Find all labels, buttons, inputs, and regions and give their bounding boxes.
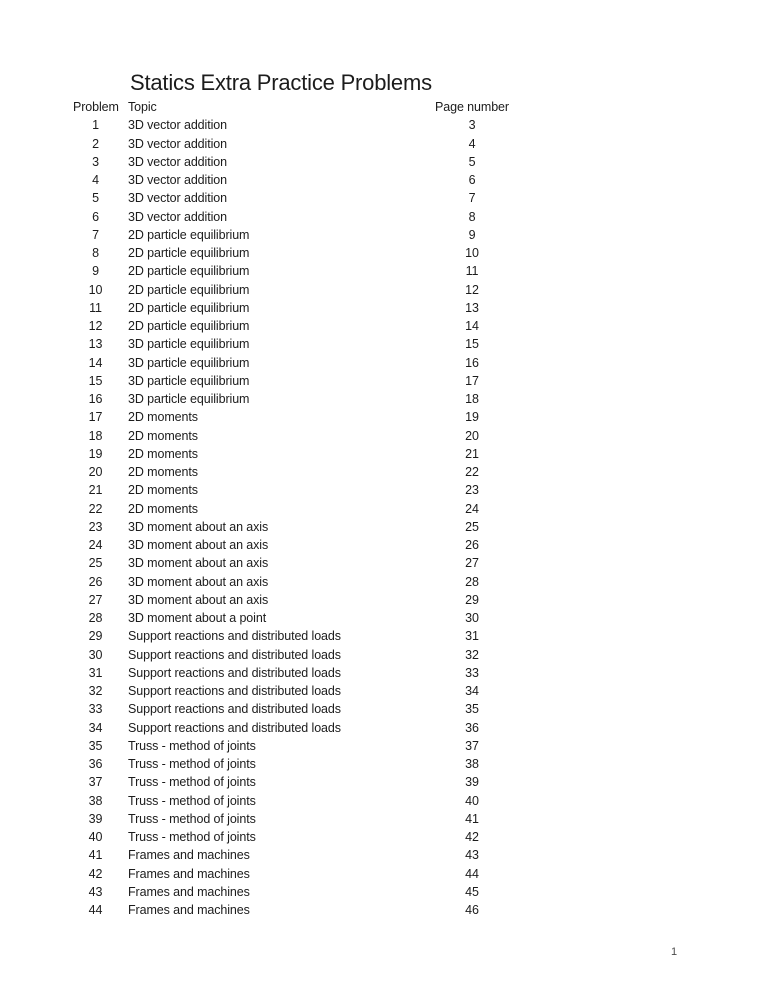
- table-row: [73, 354, 517, 372]
- cell-problem-number: 38: [88, 793, 103, 808]
- cell-problem-number: 17: [88, 410, 103, 425]
- cell-topic: Truss - method of joints: [128, 738, 256, 753]
- table-row: [73, 226, 517, 244]
- cell-problem-number: 24: [88, 538, 103, 552]
- cell-topic: 3D vector addition: [128, 191, 227, 206]
- cell-page-number: 27: [465, 556, 479, 571]
- cell-problem-number: 30: [88, 647, 103, 662]
- cell-problem-number: 25: [88, 556, 103, 571]
- cell-topic: 2D moments: [128, 410, 198, 425]
- column-header-page-number: Page number: [435, 100, 509, 114]
- table-row: [73, 737, 517, 755]
- cell-page-number: 43: [465, 848, 479, 863]
- cell-page-number: 28: [465, 574, 479, 589]
- cell-page-number: 36: [465, 720, 479, 735]
- table-row: [73, 500, 517, 518]
- cell-problem-number: 29: [88, 629, 103, 644]
- table-row: [73, 317, 517, 335]
- table-row: [73, 536, 517, 554]
- table-row: [73, 408, 517, 426]
- cell-problem-number: 20: [88, 465, 103, 479]
- cell-topic: Support reactions and distributed loads: [128, 684, 341, 698]
- cell-problem-number: 31: [88, 665, 103, 680]
- cell-topic: 3D moment about an axis: [128, 556, 269, 571]
- table-row: [73, 153, 517, 171]
- table-row: [73, 481, 517, 499]
- table-row: [73, 335, 517, 353]
- cell-topic: 2D particle equilibrium: [128, 319, 250, 333]
- cell-topic: Truss - method of joints: [128, 830, 256, 844]
- cell-page-number: 40: [465, 793, 479, 808]
- cell-page-number: 26: [465, 538, 479, 552]
- cell-page-number: 34: [465, 684, 479, 698]
- table-row: [73, 883, 517, 901]
- table-row: [73, 189, 517, 207]
- cell-problem-number: 16: [88, 392, 103, 406]
- table-body: [73, 116, 517, 919]
- cell-topic: Support reactions and distributed loads: [128, 647, 341, 662]
- cell-page-number: 11: [465, 264, 479, 279]
- cell-topic: 2D particle equilibrium: [128, 300, 250, 315]
- cell-page-number: 16: [465, 355, 479, 370]
- table-row: [73, 627, 517, 645]
- cell-problem-number: 6: [92, 209, 99, 224]
- cell-page-number: 38: [465, 757, 479, 771]
- page-footer-number: 1: [670, 946, 678, 958]
- table-row: [73, 773, 517, 791]
- cell-page-number: 10: [465, 246, 479, 260]
- cell-page-number: 19: [465, 410, 479, 425]
- cell-problem-number: 5: [92, 191, 99, 206]
- cell-problem-number: 22: [88, 501, 103, 516]
- table-row: [73, 171, 517, 189]
- cell-topic: Frames and machines: [128, 866, 250, 881]
- table-row: [73, 828, 517, 846]
- cell-topic: Truss - method of joints: [128, 775, 256, 790]
- table-row: [73, 609, 517, 627]
- cell-page-number: 24: [465, 501, 479, 516]
- cell-topic: 3D particle equilibrium: [128, 337, 250, 352]
- cell-topic: 2D moments: [128, 446, 198, 461]
- table-row: [73, 262, 517, 280]
- cell-topic: 3D moment about a point: [128, 611, 267, 625]
- table-header-row: [73, 98, 517, 116]
- document-title: Statics Extra Practice Problems: [130, 70, 432, 95]
- cell-problem-number: 26: [88, 574, 103, 589]
- cell-problem-number: 7: [92, 227, 99, 242]
- cell-page-number: 5: [468, 154, 476, 169]
- cell-page-number: 22: [465, 465, 479, 479]
- cell-topic: 3D particle equilibrium: [128, 355, 250, 370]
- table-row: [73, 573, 517, 591]
- cell-problem-number: 15: [88, 373, 103, 388]
- cell-problem-number: 32: [88, 684, 103, 698]
- cell-topic: 3D vector addition: [128, 118, 227, 133]
- cell-problem-number: 1: [92, 118, 99, 133]
- cell-problem-number: 11: [89, 300, 102, 315]
- cell-problem-number: 35: [88, 738, 103, 753]
- table-row: [73, 518, 517, 536]
- cell-page-number: 3: [468, 118, 476, 133]
- cell-problem-number: 40: [88, 830, 103, 844]
- cell-topic: Support reactions and distributed loads: [128, 702, 341, 717]
- cell-problem-number: 13: [88, 337, 103, 352]
- table-row: [73, 700, 517, 718]
- cell-problem-number: 2: [92, 136, 99, 151]
- cell-problem-number: 10: [88, 282, 103, 297]
- table-row: [73, 810, 517, 828]
- cell-problem-number: 8: [92, 246, 99, 260]
- table-row: [73, 554, 517, 572]
- cell-topic: 3D particle equilibrium: [128, 392, 250, 406]
- table-row: [73, 390, 517, 408]
- table-row: [73, 427, 517, 445]
- cell-page-number: 29: [465, 592, 479, 607]
- cell-topic: 2D moments: [128, 483, 198, 498]
- cell-problem-number: 28: [88, 611, 103, 625]
- cell-topic: 3D vector addition: [128, 209, 227, 224]
- cell-topic: 3D moment about an axis: [128, 574, 269, 589]
- cell-page-number: 9: [468, 227, 476, 242]
- cell-page-number: 18: [465, 392, 479, 406]
- cell-problem-number: 19: [88, 446, 103, 461]
- cell-page-number: 12: [465, 282, 479, 297]
- cell-page-number: 32: [465, 647, 479, 662]
- cell-page-number: 44: [465, 866, 479, 881]
- cell-problem-number: 41: [88, 848, 103, 863]
- cell-page-number: 42: [465, 830, 479, 844]
- cell-topic: 3D moment about an axis: [128, 519, 269, 534]
- cell-topic: Support reactions and distributed loads: [128, 720, 341, 735]
- cell-problem-number: 9: [92, 264, 99, 279]
- column-header-topic: Topic: [128, 100, 157, 114]
- table-row: [73, 244, 517, 262]
- column-header-problem: Problem: [73, 100, 119, 114]
- cell-topic: 2D moments: [128, 465, 198, 479]
- cell-page-number: 33: [465, 665, 479, 680]
- cell-problem-number: 27: [88, 592, 103, 607]
- cell-topic: 2D moments: [128, 501, 198, 516]
- cell-topic: Truss - method of joints: [128, 811, 256, 826]
- cell-page-number: 23: [465, 483, 479, 498]
- cell-problem-number: 21: [88, 483, 103, 498]
- cell-page-number: 17: [465, 373, 479, 388]
- cell-page-number: 45: [465, 884, 479, 899]
- cell-page-number: 20: [465, 428, 479, 443]
- cell-topic: 2D particle equilibrium: [128, 246, 250, 260]
- cell-page-number: 46: [465, 903, 479, 917]
- cell-problem-number: 44: [88, 903, 103, 917]
- table-row: [73, 208, 517, 226]
- cell-page-number: 4: [468, 136, 476, 151]
- cell-problem-number: 3: [92, 154, 99, 169]
- cell-page-number: 35: [465, 702, 479, 717]
- cell-topic: Truss - method of joints: [128, 793, 256, 808]
- table-row: [73, 865, 517, 883]
- cell-page-number: 21: [465, 446, 479, 461]
- table-row: [73, 682, 517, 700]
- cell-problem-number: 34: [88, 720, 103, 735]
- cell-page-number: 25: [465, 519, 479, 534]
- cell-topic: 3D vector addition: [128, 136, 227, 151]
- cell-topic: 3D vector addition: [128, 154, 227, 169]
- cell-topic: Frames and machines: [128, 903, 250, 917]
- cell-topic: 2D particle equilibrium: [128, 264, 250, 279]
- table-row: [73, 463, 517, 481]
- table-row: [73, 372, 517, 390]
- cell-page-number: 13: [465, 300, 479, 315]
- cell-problem-number: 33: [88, 702, 103, 717]
- cell-page-number: 39: [465, 775, 479, 790]
- table-row: [73, 846, 517, 864]
- table-row: [73, 755, 517, 773]
- cell-problem-number: 42: [88, 866, 103, 881]
- cell-problem-number: 14: [88, 355, 103, 370]
- table-row: [73, 591, 517, 609]
- cell-page-number: 7: [468, 191, 476, 206]
- cell-problem-number: 23: [88, 519, 103, 534]
- cell-page-number: 6: [468, 173, 476, 187]
- table-row: [73, 792, 517, 810]
- toc-table: [73, 98, 517, 919]
- cell-page-number: 15: [465, 337, 479, 352]
- cell-problem-number: 37: [88, 775, 103, 790]
- cell-problem-number: 18: [88, 428, 103, 443]
- cell-topic: Frames and machines: [128, 884, 250, 899]
- cell-topic: 3D particle equilibrium: [128, 373, 250, 388]
- cell-topic: 2D particle equilibrium: [128, 227, 250, 242]
- cell-topic: Frames and machines: [128, 848, 250, 863]
- table-row: [73, 135, 517, 153]
- cell-page-number: 37: [465, 738, 479, 753]
- cell-topic: 3D vector addition: [128, 173, 227, 187]
- table-row: [73, 116, 517, 134]
- cell-problem-number: 4: [92, 173, 99, 187]
- cell-problem-number: 12: [88, 319, 103, 333]
- cell-topic: 3D moment about an axis: [128, 538, 269, 552]
- table-row: [73, 281, 517, 299]
- cell-page-number: 8: [468, 209, 476, 224]
- table-row: [73, 901, 517, 919]
- cell-topic: Truss - method of joints: [128, 757, 256, 771]
- cell-problem-number: 43: [88, 884, 103, 899]
- cell-topic: 2D particle equilibrium: [128, 282, 250, 297]
- table-row: [73, 299, 517, 317]
- cell-topic: Support reactions and distributed loads: [128, 629, 341, 644]
- cell-topic: 3D moment about an axis: [128, 592, 269, 607]
- table-row: [73, 646, 517, 664]
- cell-topic: Support reactions and distributed loads: [128, 665, 341, 680]
- table-row: [73, 445, 517, 463]
- cell-page-number: 41: [465, 811, 479, 826]
- cell-problem-number: 39: [88, 811, 103, 826]
- cell-page-number: 30: [465, 611, 479, 625]
- cell-topic: 2D moments: [128, 428, 198, 443]
- cell-problem-number: 36: [88, 757, 103, 771]
- cell-page-number: 31: [465, 629, 479, 644]
- table-row: [73, 664, 517, 682]
- table-row: [73, 719, 517, 737]
- cell-page-number: 14: [465, 319, 479, 333]
